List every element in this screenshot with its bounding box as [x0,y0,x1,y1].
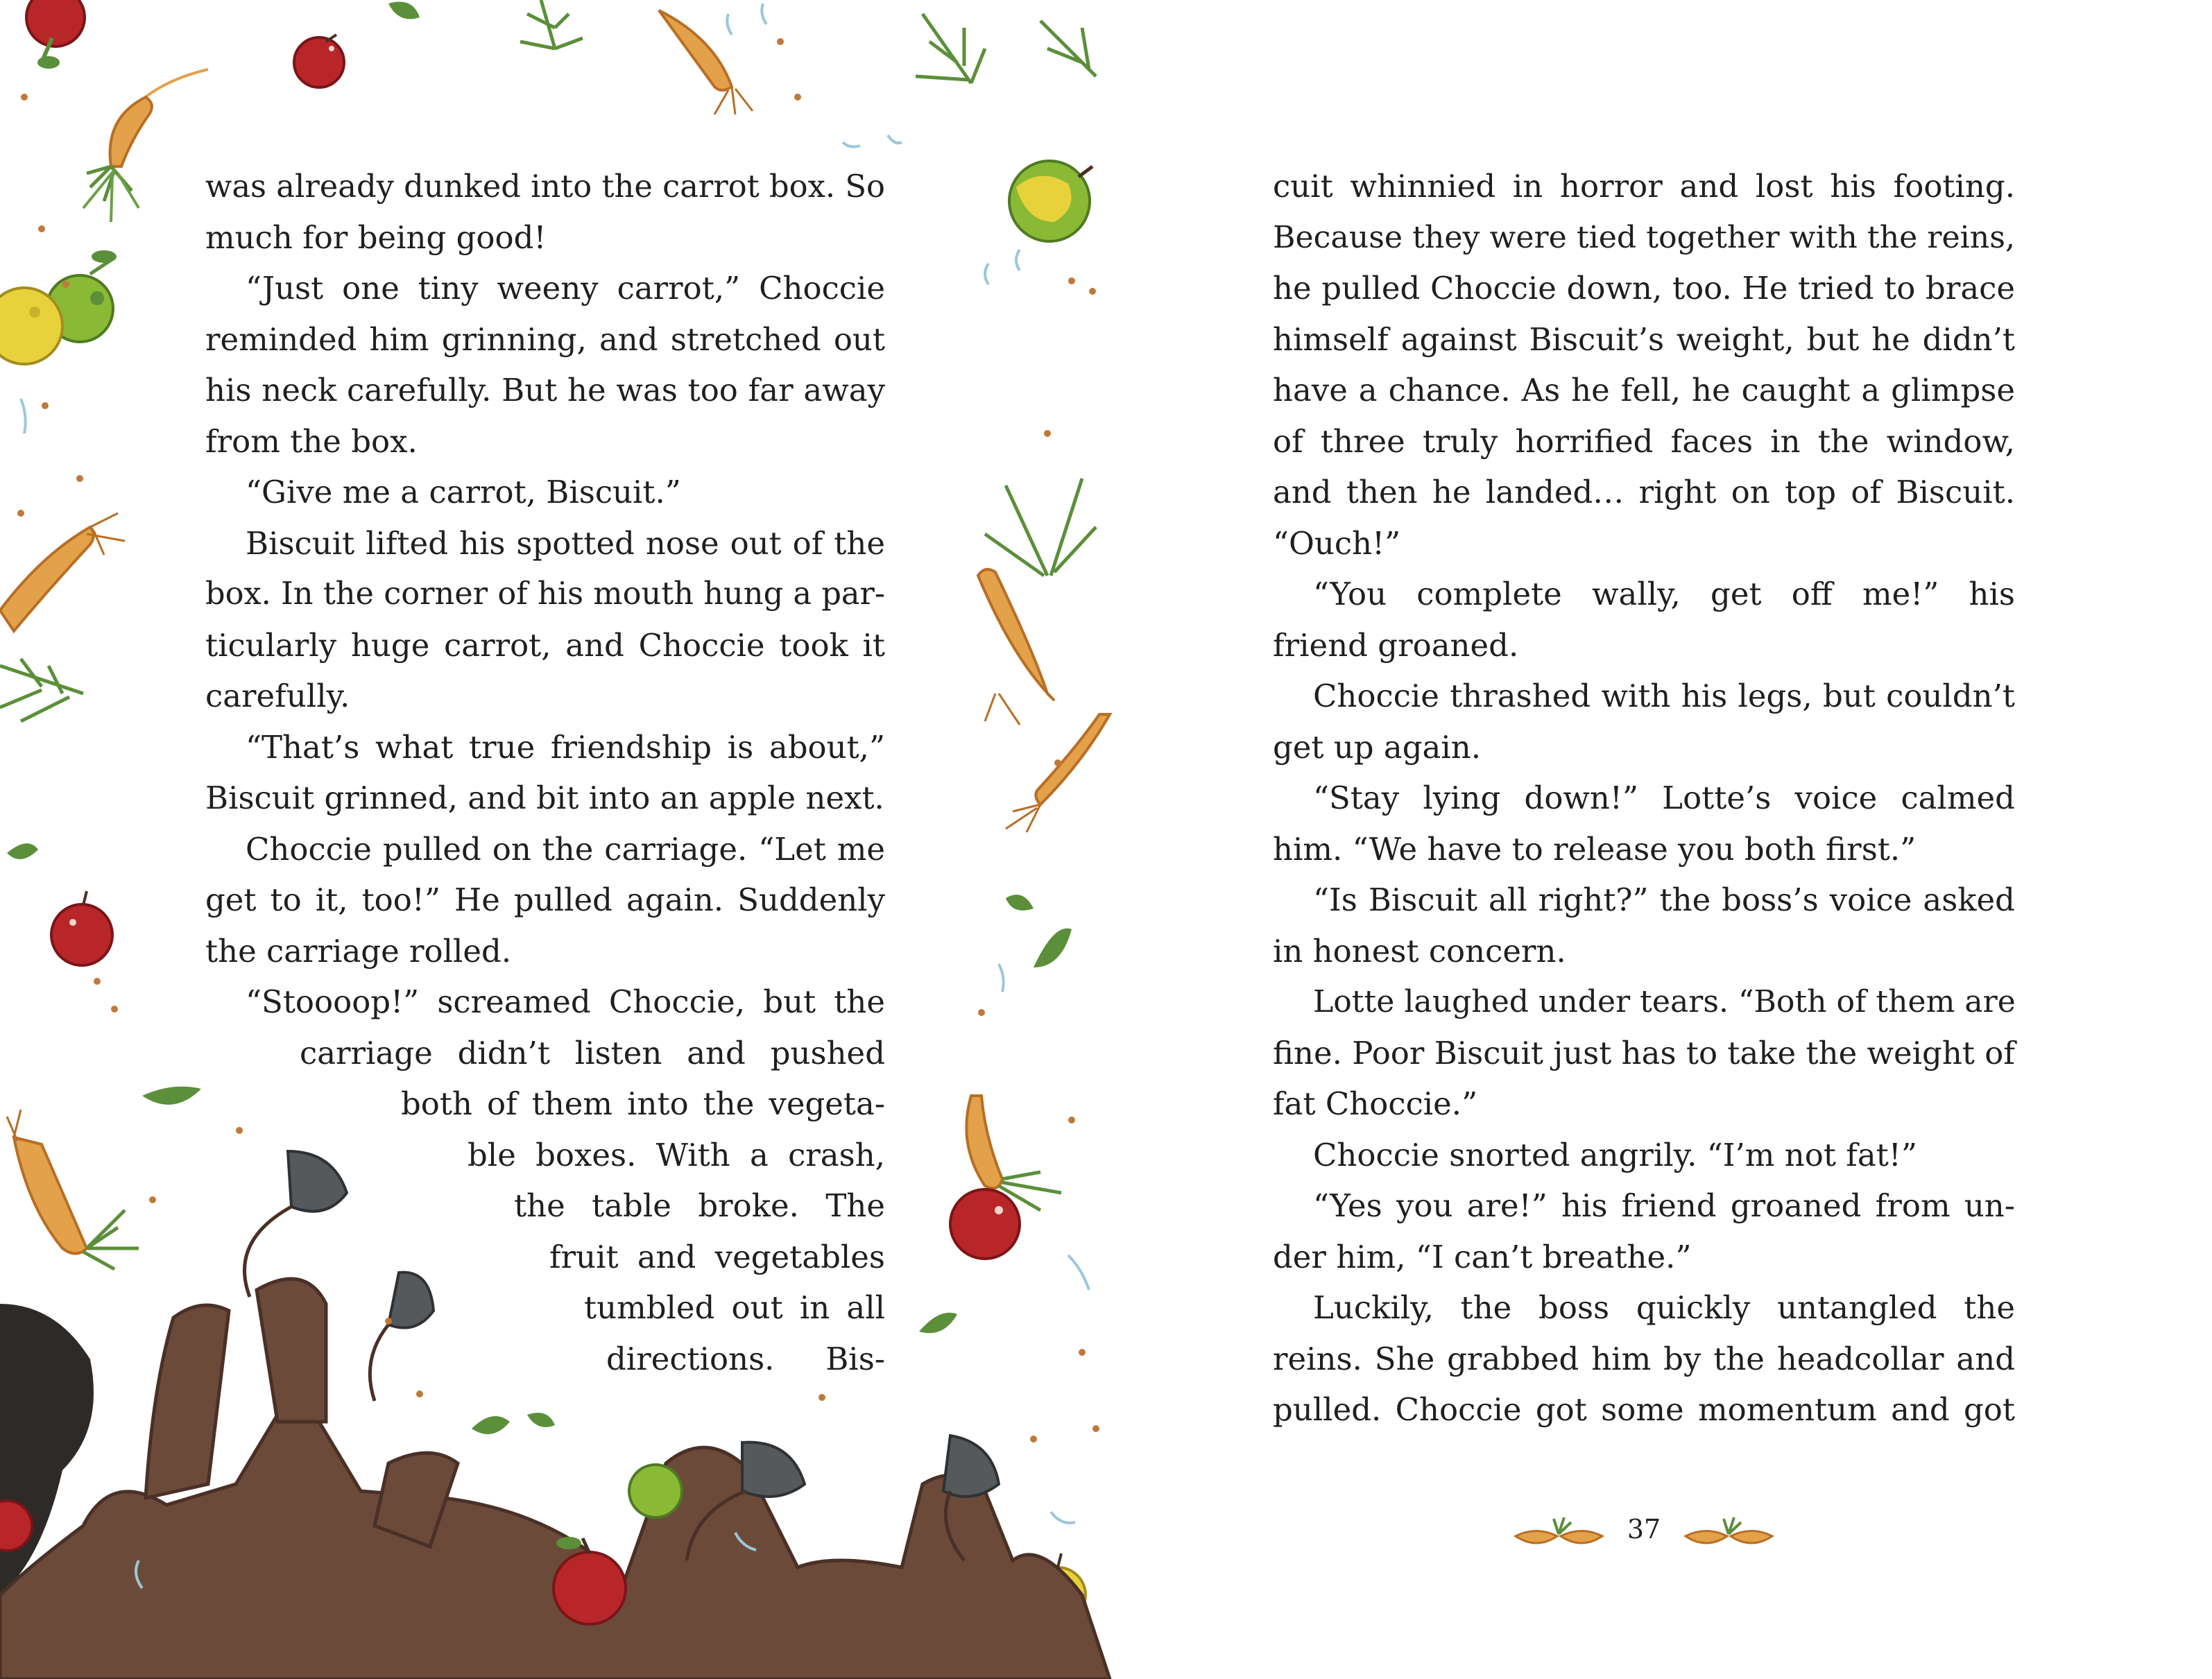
text-line: reins. She grabbed him by the headcollar and [1273,1340,2015,1377]
text-line: himself against Biscuit’s weight, but he didn’t [1273,320,2015,358]
text-line: get up again. [1273,728,1482,766]
carrot-icon [659,10,753,114]
text-line: from the box. [205,422,418,460]
text-line: “Stoooop!” screamed Choccie, but the [246,983,885,1020]
apple-icon [0,288,62,364]
text-line: the table broke. The [514,1187,885,1224]
leaf-icon [919,1313,957,1333]
text-line: was already dunked into the carrot box. So [205,168,885,205]
text-line: “Stay lying down!” Lotte’s voice calmed [1313,780,2015,816]
right-page-text [1273,161,2015,1436]
apple-icon [629,1465,682,1517]
carrot-icon [1006,714,1110,832]
text-line: “You complete wally, get off me!” his [1313,576,2015,612]
page-number: 37 [1627,1514,1661,1544]
hoof-icon [943,1436,999,1497]
text-line: “Is Biscuit all right?” the boss’s voice asked [1313,881,2015,918]
leaf-icon [142,1087,201,1105]
left-page-text [205,161,885,1384]
text-line: much for being good! [205,218,547,256]
carrot-icon [0,513,125,631]
text-line: carriage didn’t listen and pushed [300,1034,885,1071]
text-line: “Give me a carrot, Biscuit.” [246,474,681,510]
text-line: Because they were tied together with the reins, [1273,219,2016,255]
text-line: box. In the corner of his mouth hung a par- [205,576,885,612]
apple-icon [294,35,344,87]
leaf-icon [388,2,420,19]
text-line: both of them into the vegeta- [401,1085,885,1122]
text-line: der him, “I can’t breathe.” [1273,1238,1692,1275]
text-line: of three truly horrified faces in the window, [1273,422,2015,460]
gutter-decoration [919,161,1110,1623]
text-line: him. “We have to release you both first.” [1273,830,1917,868]
text-line: “Ouch!” [1273,524,1401,562]
text-line: the carriage rolled. [205,932,512,970]
text-line: Choccie pulled on the carriage. “Let me [246,830,885,868]
apple-icon [1009,161,1092,241]
text-line: get to it, too!” He pulled again. Suddenly [205,881,885,918]
text-line: Choccie snorted angrily. “I’m not fat!” [1313,1136,1917,1173]
leaves-icon [520,0,1096,83]
text-line: in honest concern. [1273,932,1566,970]
text-line: pulled. Choccie got some momentum and got [1273,1391,2015,1428]
text-line: cuit whinnied in horror and lost his footing. [1273,168,2015,205]
leaves-icon [0,659,83,721]
text-line: Lotte laughed under tears. “Both of them are [1313,984,2016,1019]
text-line: have a chance. As he fell, he caught a glimpse [1273,372,2015,408]
text-line: Biscuit lifted his spotted nose out of the [246,524,885,562]
text-line: friend groaned. [1273,626,1519,664]
text-line: Luckily, the boss quickly untangled the [1313,1289,2015,1326]
text-line: fruit and vegetables [549,1238,885,1275]
carrot-icon [978,479,1096,725]
apple-icon [950,1189,1020,1259]
text-line: ble boxes. With a crash, [468,1136,885,1173]
apple-icon [26,0,85,69]
text-line: fine. Poor Biscuit just has to take the weight of [1273,1034,2015,1071]
text-line: Biscuit grinned, and bit into an apple next. [205,780,884,816]
page-footer [1505,1505,1783,1553]
text-line: “That’s what true friendship is about,” [246,728,885,766]
carrot-icon [83,69,208,222]
text-line: directions. Bis- [606,1340,885,1377]
text-line: he pulled Choccie down, too. He tried to brace [1273,270,2015,307]
text-line: his neck carefully. But he was too far away [205,372,885,408]
text-line: tumbled out in all [584,1289,885,1326]
leaf-icon [472,1413,555,1434]
hoof-icon [742,1443,805,1497]
text-line: ticularly huge carrot, and Choccie took it [205,626,885,664]
leaf-icon [7,843,38,859]
leaf-icon [1034,929,1072,967]
carrot-icon [7,1110,139,1269]
leaf-icon [1006,895,1034,911]
text-line: carefully. [205,678,350,714]
text-line: Choccie thrashed with his legs, but couldn’t [1313,678,2015,714]
text-line: reminded him grinning, and stretched out [205,320,885,358]
left-decoration [0,250,201,1269]
text-line: fat Choccie.” [1273,1085,1478,1122]
apple-icon [51,891,112,965]
text-line: “Just one tiny weeny carrot,” Choccie [246,270,885,307]
text-line: “Yes you are!” his friend groaned from un- [1313,1187,2015,1224]
text-line: and then he landed… right on top of Biscuit. [1273,474,2015,510]
